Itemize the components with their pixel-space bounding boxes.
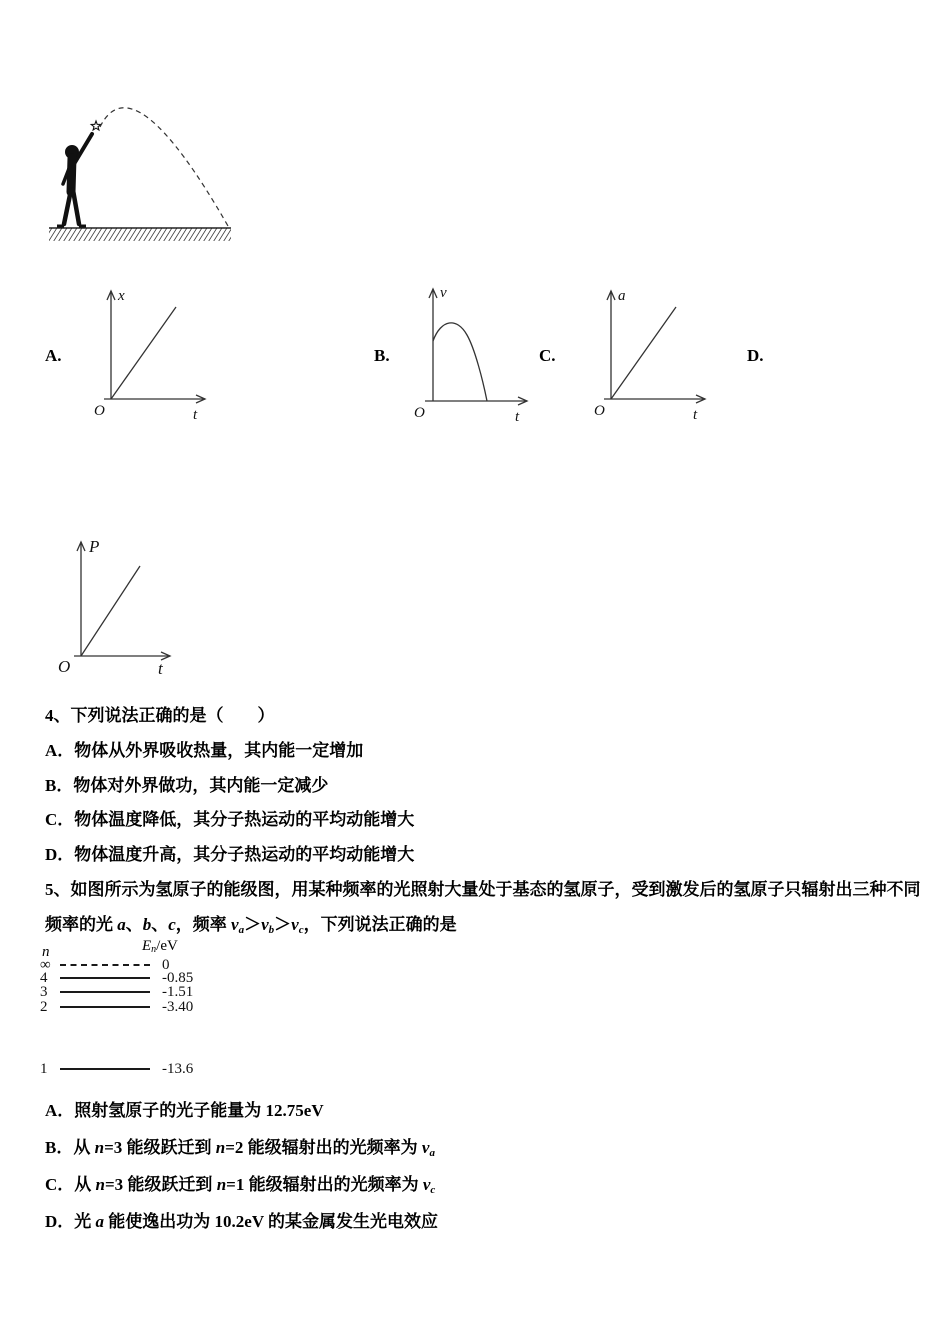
ball-icon [91, 121, 101, 130]
var-a: a [117, 915, 126, 934]
var-v: v [291, 915, 299, 934]
graph-a-origin-label: O [94, 403, 105, 419]
text-segment: C．从 [45, 1175, 96, 1194]
q5-option-c [45, 1174, 435, 1198]
text-segment: D．光 [45, 1212, 96, 1231]
text-segment: =2 能级辐射出的光频率为 [225, 1138, 422, 1157]
level-n-label: 3 [40, 983, 48, 1000]
q4-option-d: D．物体温度升高，其分子热运动的平均动能增大 [45, 845, 415, 864]
q4-stem: 4、下列说法正确的是（ ） [45, 706, 275, 725]
q5-option-d [45, 1211, 438, 1232]
var-v-sub-c: c [430, 1184, 436, 1196]
q5-option-b [45, 1137, 435, 1161]
graph-b-origin-label: O [414, 405, 425, 421]
energy-symbol-sub: n [151, 944, 157, 955]
level-n-label: 2 [40, 998, 48, 1015]
q5-stem-line2 [45, 914, 457, 938]
var-n: n [95, 1175, 105, 1194]
level-energy-value: -13.6 [162, 1060, 194, 1077]
text-segment: 、 [151, 915, 169, 934]
graph-option-a-label: A. [45, 346, 62, 365]
level-line [60, 977, 150, 979]
gt-sign: ＞ [274, 915, 292, 934]
diagram-n-header: n [42, 944, 50, 960]
thrower-figure [48, 95, 233, 250]
diagram-energy-header [142, 938, 178, 955]
graph-d-y-label: P [89, 537, 100, 556]
level-n-label: 1 [40, 1060, 48, 1077]
energy-symbol: E [142, 938, 152, 954]
graph-a-x-t [83, 279, 218, 421]
text-segment: ，下列说法正确的是 [303, 915, 457, 934]
graph-b-y-label: v [440, 285, 447, 301]
graph-b-v-t [403, 277, 538, 425]
var-v-sub-a: a [238, 924, 245, 936]
text-segment: =3 能级跃迁到 [104, 1138, 216, 1157]
level-energy-value: -1.51 [162, 983, 194, 1000]
person-silhouette [57, 134, 92, 226]
graph-d-origin-label: O [58, 657, 71, 676]
q4-option-a: A．物体从外界吸收热量，其内能一定增加 [45, 741, 364, 760]
var-n: n [215, 1138, 226, 1157]
graph-option-d-label: D. [747, 346, 764, 365]
level-n-label: ∞ [40, 956, 51, 973]
graph-c-y-label: a [618, 288, 626, 304]
var-v-sub-c: c [298, 924, 304, 936]
var-v: v [421, 1138, 430, 1157]
level-line [60, 1006, 150, 1008]
level-energy-value: 0 [162, 956, 170, 973]
level-line [60, 991, 150, 993]
level-n-label: 4 [40, 969, 48, 986]
text-segment: B．从 [45, 1138, 95, 1157]
level-line [60, 1068, 150, 1070]
var-v-sub-a: a [429, 1147, 435, 1159]
var-c: c [168, 915, 176, 934]
graph-option-b-label: B. [374, 346, 390, 365]
var-v-sub-b: b [268, 924, 275, 936]
level-energy-value: -0.85 [162, 969, 194, 986]
graph-d-p-t [48, 528, 193, 680]
var-n: n [94, 1138, 105, 1157]
graph-d-x-label: t [158, 659, 163, 678]
var-v: v [422, 1175, 431, 1194]
graph-c-origin-label: O [594, 403, 605, 419]
q5-stem-line1: 5、如图所示为氢原子的能级图，用某种频率的光照射大量处于基态的氢原子，受到激发后的氢原子只辐射出三种不同 [45, 880, 921, 899]
energy-level-diagram [40, 938, 280, 1092]
level-line-dashed [60, 964, 150, 966]
text-segment: 频率的光 [45, 915, 118, 934]
graph-a-y-label: x [118, 288, 125, 304]
level-row-3 [40, 985, 193, 999]
energy-unit: /eV [156, 938, 178, 954]
level-row-2 [40, 1000, 193, 1014]
graph-b-x-label: t [515, 409, 520, 425]
var-a: a [95, 1212, 105, 1231]
q4-option-c: C．物体温度降低，其分子热运动的平均动能增大 [45, 810, 415, 829]
text-segment: 能使逸出功为 10.2eV 的某金属发生光电效应 [104, 1212, 439, 1231]
graph-option-c-label: C. [539, 346, 556, 365]
graph-c-x-label: t [693, 407, 698, 421]
var-v: v [261, 915, 269, 934]
trajectory-path [100, 108, 228, 226]
var-n: n [216, 1175, 227, 1194]
ground-hatch [49, 228, 231, 241]
q4-option-b: B．物体对外界做功，其内能一定减少 [45, 776, 329, 795]
var-v: v [231, 915, 239, 934]
level-energy-value: -3.40 [162, 998, 194, 1015]
q5-option-a: A．照射氢原子的光子能量为 12.75eV [45, 1101, 324, 1120]
graph-c-a-t [583, 279, 718, 421]
level-row-1 [40, 1062, 193, 1076]
graph-a-x-label: t [193, 407, 198, 421]
var-b: b [142, 915, 152, 934]
gt-sign: ＞ [244, 915, 262, 934]
text-segment: =3 能级跃迁到 [105, 1175, 217, 1194]
text-segment: ，频率 [175, 915, 232, 934]
text-segment: =1 能级辐射出的光频率为 [226, 1175, 423, 1194]
text-segment: 、 [125, 915, 143, 934]
